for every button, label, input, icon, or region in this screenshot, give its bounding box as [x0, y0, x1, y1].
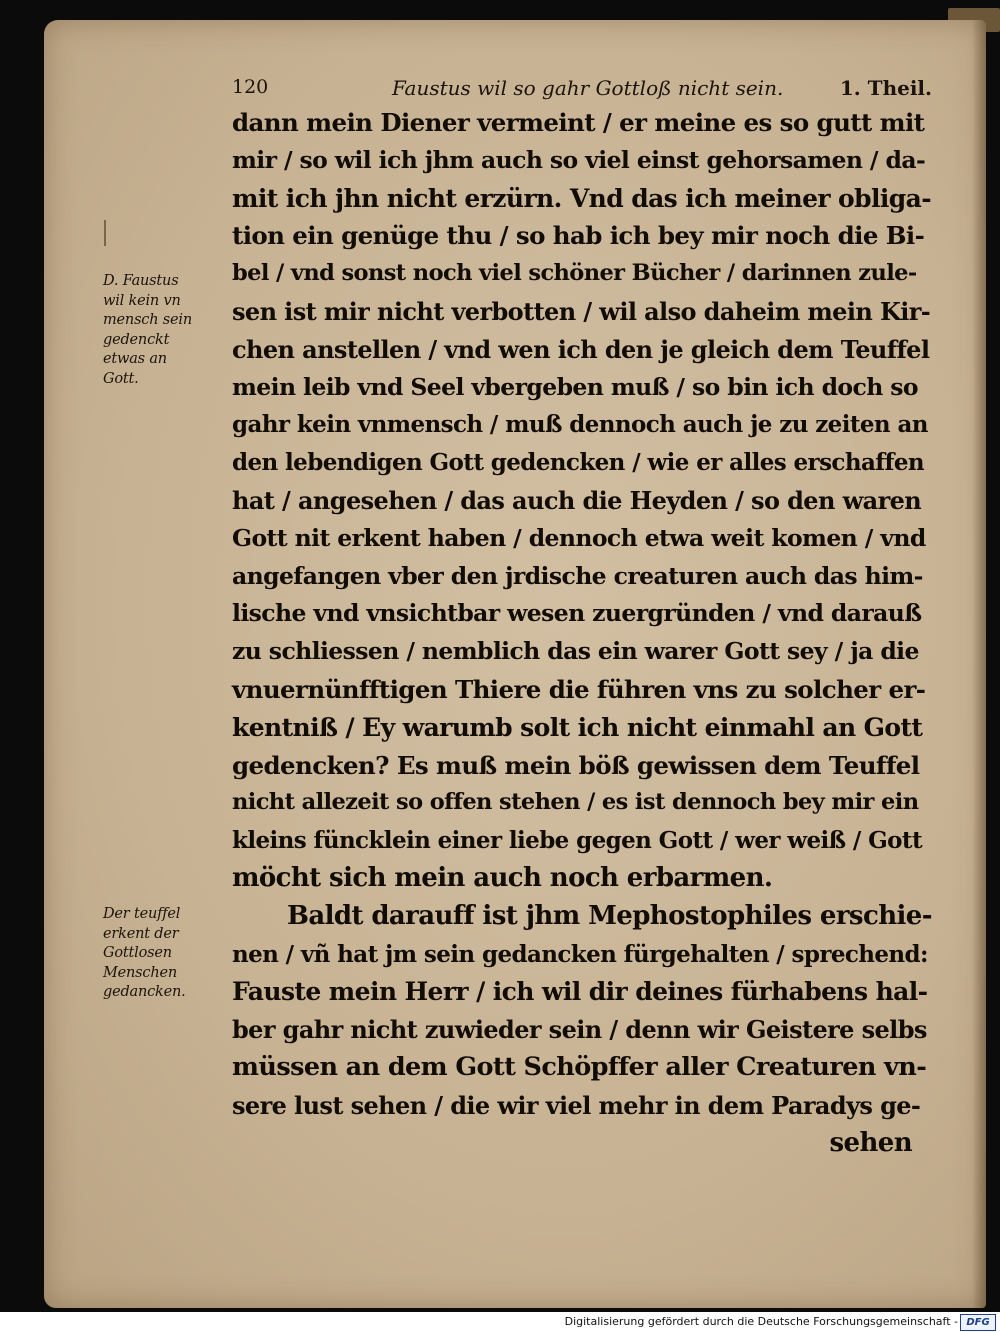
- text-line: sen ist mir nicht verbotten / wil also daheim mein Kir-: [232, 296, 931, 326]
- margin-note-line: gedancken.: [103, 984, 186, 1000]
- margin-note-faustus: [103, 272, 228, 389]
- text-line: kentniß / Ey warumb solt ich nicht einmahl an Gott: [232, 712, 923, 742]
- running-head: [232, 72, 932, 104]
- text-line: dann mein Diener vermeint / er meine es so gutt mit: [232, 108, 925, 137]
- text-line: nen / vñ hat jm sein gedancken fürgehalten / sprechend:: [232, 940, 928, 968]
- text-line: ber gahr nicht zuwieder sein / denn wir Geistere selbs: [232, 1015, 927, 1045]
- catchword: sehen: [829, 1127, 912, 1158]
- margin-note-line: Gott.: [103, 370, 139, 387]
- text-line: gahr kein vnmensch / muß dennoch auch je zu zeiten an: [232, 411, 928, 439]
- margin-note-line: erkent der: [103, 925, 179, 942]
- page-number: 120: [232, 76, 269, 98]
- text-line: mit ich jhn nicht erzürn. Vnd das ich meiner obliga-: [232, 183, 932, 213]
- text-line: gedencken? Es muß mein böß gewissen dem Teuffel: [232, 750, 920, 780]
- margin-note-line: D. Faustus: [103, 273, 179, 289]
- text-line: chen anstellen / vnd wen ich den je gleich dem Teuffel: [232, 334, 930, 364]
- running-title: Faustus wil so gahr Gottloß nicht sein.: [392, 76, 784, 100]
- margin-note-line: Gottlosen: [103, 945, 172, 961]
- text-line: möcht sich mein auch noch erbarmen.: [232, 862, 773, 893]
- text-line: tion ein genüge thu / so hab ich bey mir noch die Bi-: [232, 221, 925, 251]
- page-edge-shadow: [972, 20, 986, 1308]
- margin-note-line: mensch sein: [103, 312, 192, 328]
- text-line: nicht allezeit so offen stehen / es ist dennoch bey mir ein: [232, 789, 919, 816]
- text-line: mir / so wil ich jhm auch so viel einst gehorsamen / da-: [232, 145, 926, 174]
- margin-note-line: Menschen: [103, 964, 177, 981]
- text-line: hat / angesehen / das auch die Heyden / so den waren: [232, 485, 922, 515]
- text-line: sere lust sehen / die wir viel mehr in dem Paradys ge-: [232, 1090, 921, 1120]
- text-line: angefangen vber den jrdische creaturen auch das him-: [232, 561, 923, 590]
- margin-note-line: etwas an: [103, 351, 167, 367]
- text-line: bel / vnd sonst noch viel schöner Bücher / darinnen zule-: [232, 260, 917, 287]
- text-line: Gott nit erkent haben / dennoch etwa weit komen / vnd: [232, 523, 926, 552]
- text-line: Baldt darauff ist jhm Mephostophiles erschie-: [287, 900, 932, 931]
- text-line: zu schliessen / nemblich das ein warer Gott sey / ja die: [232, 637, 919, 666]
- part-label: 1. Theil.: [839, 76, 932, 100]
- text-line: Fauste mein Herr / ich wil dir deines fürhabens hal-: [232, 977, 928, 1007]
- text-line: den lebendigen Gott gedencken / wie er alles erschaffen: [232, 449, 924, 477]
- dfg-logo: DFG: [960, 1314, 996, 1331]
- text-line: kleins füncklein einer liebe gegen Gott / wer weiß / Gott: [232, 827, 922, 855]
- body-text: [232, 104, 932, 1162]
- text-line: mein leib vnd Seel vbergeben muß / so bin ich doch so: [232, 372, 918, 401]
- marginal-rule: [104, 220, 106, 246]
- text-line: müssen an dem Gott Schöpffer aller Creaturen vn-: [232, 1051, 927, 1082]
- margin-note-line: wil kein vn: [103, 292, 181, 309]
- text-line: vnuernünfftigen Thiere die führen vns zu solcher er-: [232, 674, 926, 704]
- text-line: lische vnd vnsichtbar wesen zuergründen / vnd darauß: [232, 599, 922, 628]
- footer-bar: [0, 1312, 1000, 1332]
- margin-note-teuffel: [103, 905, 228, 1003]
- margin-note-line: gedenckt: [103, 331, 170, 348]
- margin-note-line: Der teuffel: [103, 906, 181, 922]
- funding-credit: Digitalisierung gefördert durch die Deutsche Forschungsgemeinschaft -: [564, 1315, 958, 1328]
